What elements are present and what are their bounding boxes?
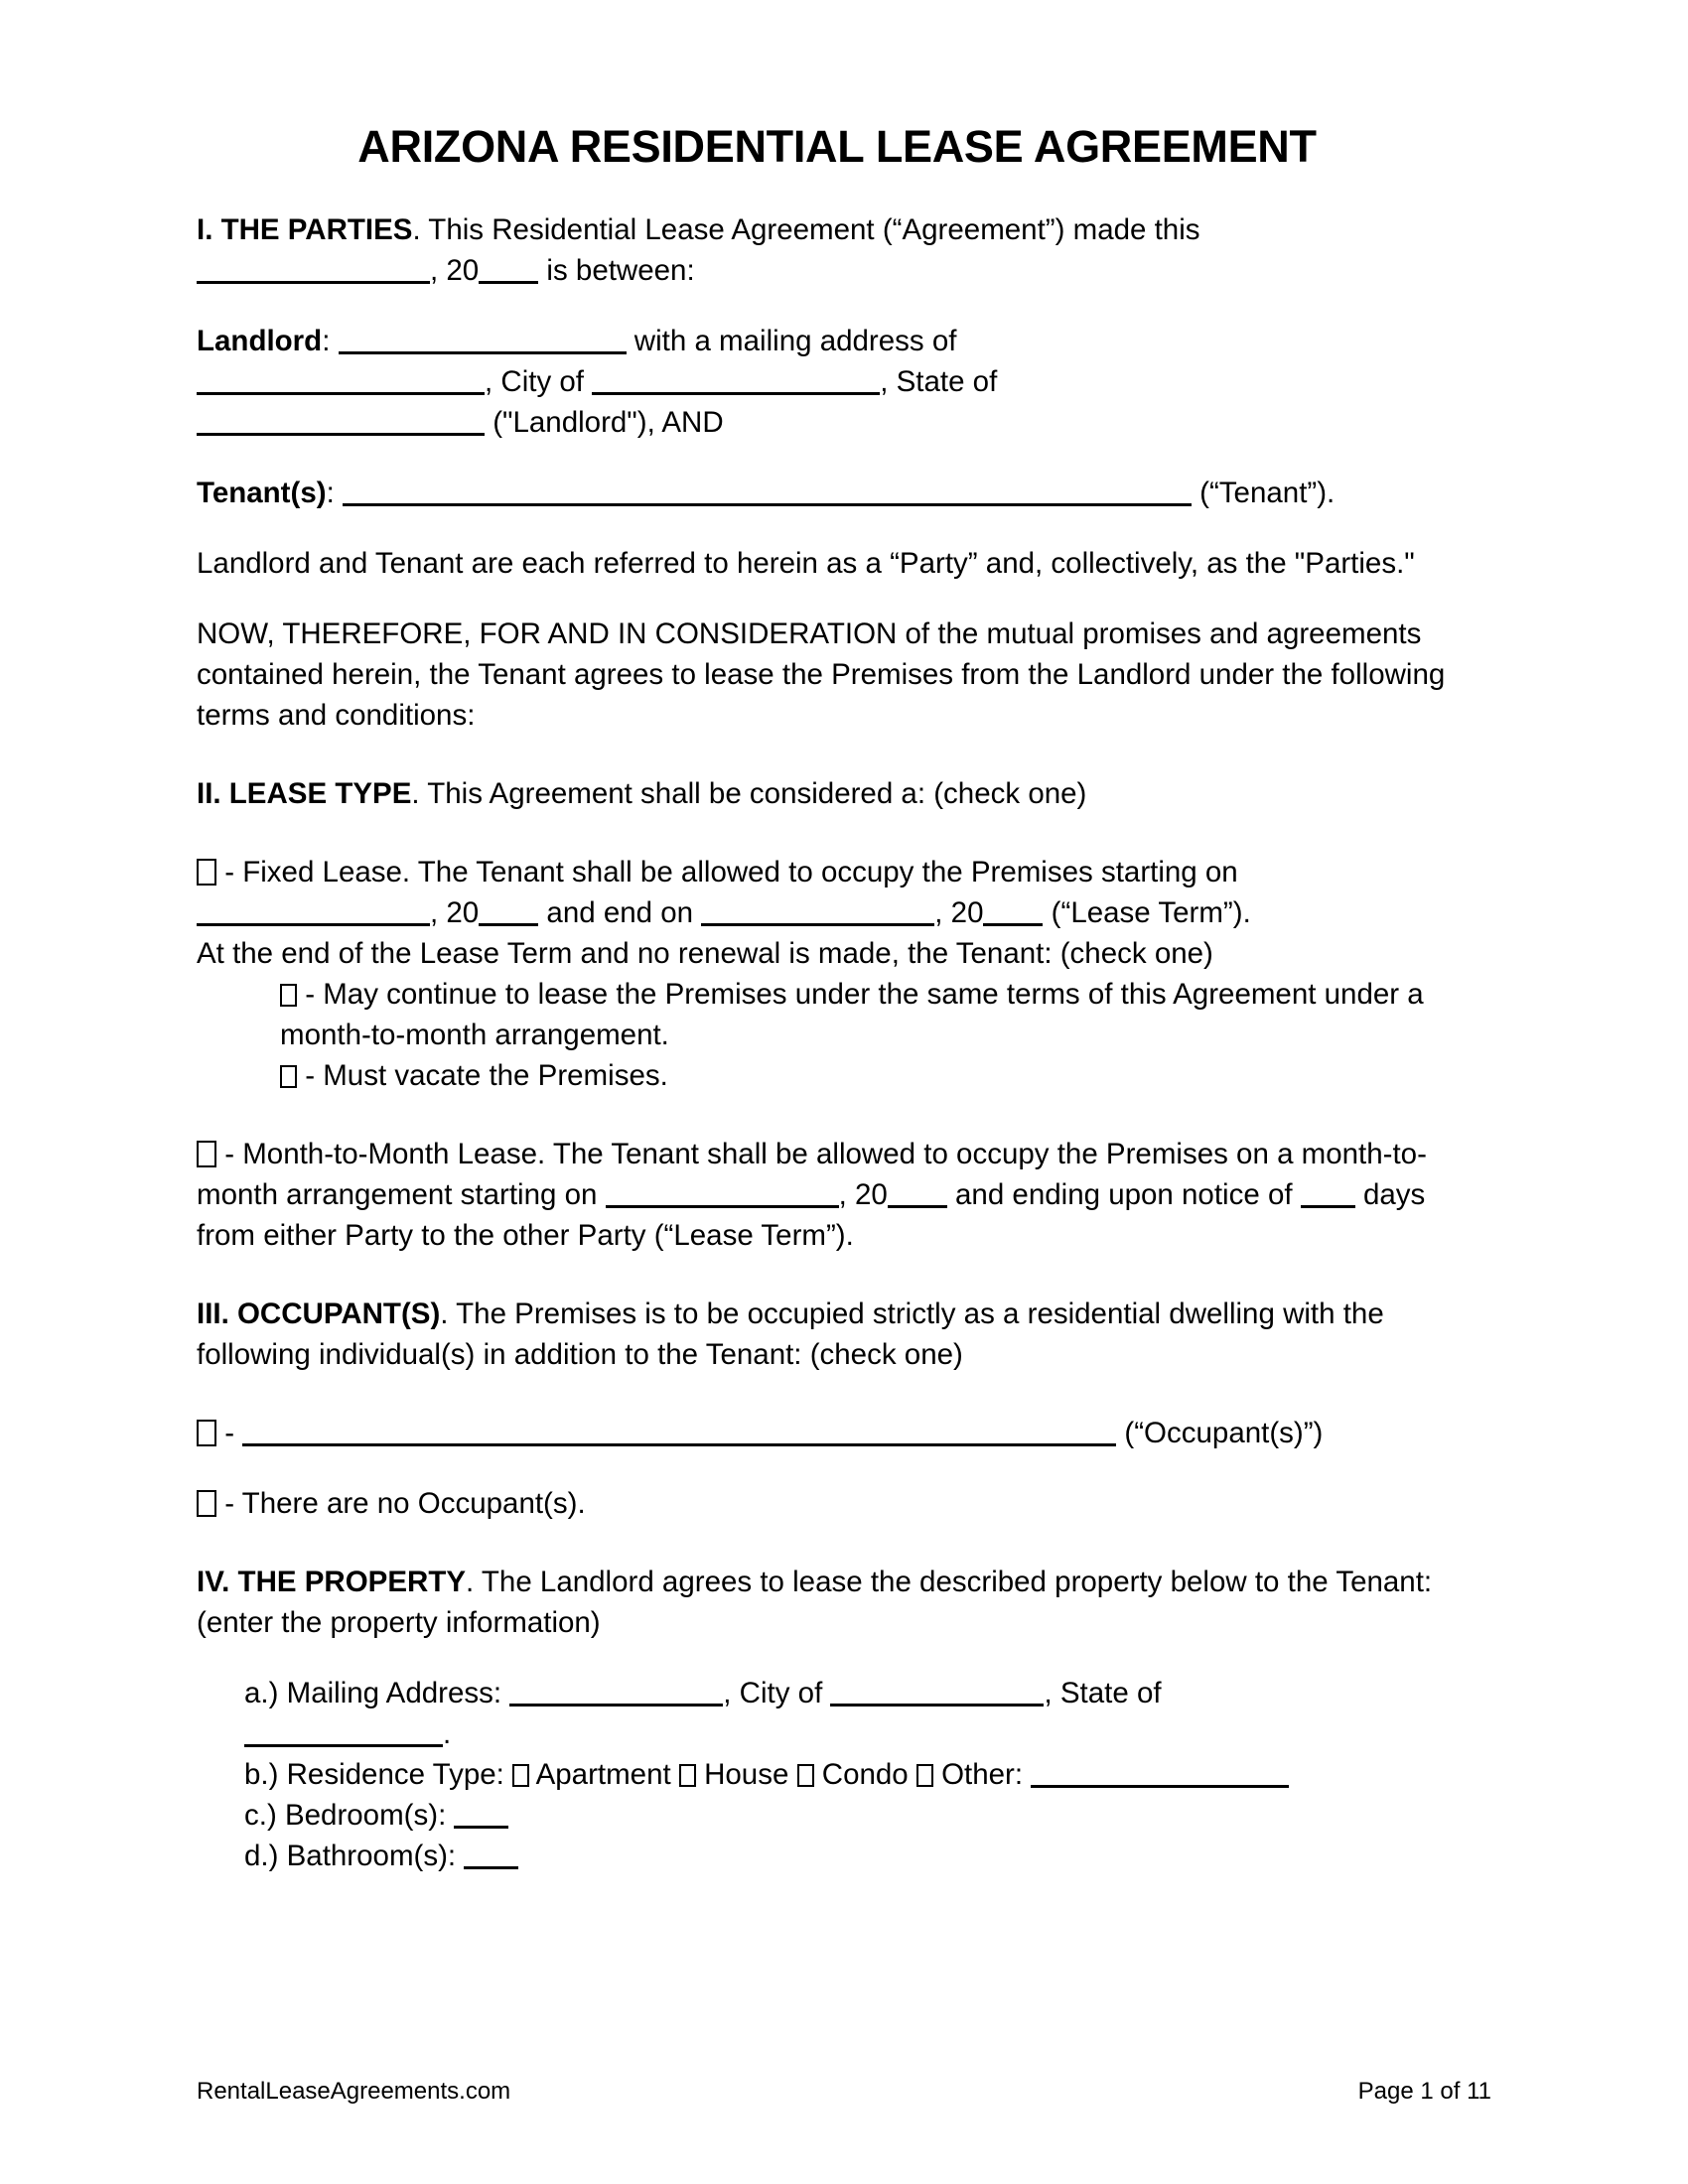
residence-house-label: House: [695, 1757, 797, 1791]
fixed-end-date-blank[interactable]: [701, 897, 934, 926]
checkbox-apartment[interactable]: [512, 1764, 529, 1787]
footer-page-number: Page 1 of 11: [1357, 2078, 1491, 2105]
bedrooms-blank[interactable]: [454, 1800, 508, 1829]
landlord-state-blank[interactable]: [197, 407, 485, 436]
landlord-state-text: , State of: [880, 364, 998, 398]
property-state-blank[interactable]: [244, 1718, 443, 1747]
document-content: [197, 0, 1477, 1876]
landlord-label: Landlord: [197, 324, 323, 357]
renewal-option-vacate: [197, 1055, 1477, 1096]
property-state-label: , State of: [1044, 1676, 1162, 1709]
section-heading-occupants: III. OCCUPANT(S): [197, 1297, 441, 1330]
parties-intro-text: . This Residential Lease Agreement (“Agreement”) made this: [412, 212, 1200, 246]
tenant-label: Tenant(s): [197, 476, 327, 509]
property-address-blank[interactable]: [509, 1678, 723, 1706]
landlord-closing-text: ("Landlord"), AND: [485, 405, 724, 439]
mailing-address-label: a.) Mailing Address:: [244, 1676, 510, 1709]
parties-year-blank[interactable]: [479, 255, 538, 284]
spacer: [197, 1096, 1477, 1134]
spacer: [197, 1453, 1477, 1483]
occupant-option-list: - (“Occupant(s)”): [197, 1413, 1477, 1453]
bathrooms-label: d.) Bathroom(s):: [244, 1839, 465, 1872]
occupants-names-blank[interactable]: [242, 1418, 1116, 1446]
checkbox-continue-month-to-month[interactable]: [280, 984, 297, 1007]
checkbox-house[interactable]: [679, 1764, 696, 1787]
spacer: [197, 1524, 1477, 1562]
spacer: [197, 291, 1477, 321]
bedrooms-label: c.) Bedroom(s):: [244, 1798, 455, 1832]
fixed-mid-text: and end on: [538, 895, 702, 929]
consideration-paragraph: NOW, THEREFORE, FOR AND IN CONSIDERATION of the mutual promises and agreements contained herein, the Tenant agrees to lease the Premises from the Landlord under the following terms and conditions:: [197, 616, 1446, 732]
property-item-residence-type: [197, 1754, 1477, 1795]
fixed-start-date-blank[interactable]: [197, 897, 430, 926]
checkbox-condo[interactable]: [797, 1764, 814, 1787]
property-address-period: .: [443, 1716, 452, 1750]
occupants-list-suffix: (“Occupant(s)”): [1116, 1416, 1324, 1449]
spacer: [197, 584, 1477, 614]
property-item-bedrooms: [197, 1795, 1477, 1836]
mtm-prefix-text: - Month-to-Month Lease. The Tenant shall be allowed to occupy the Premises on a month-to-month arrangement starting on: [197, 1137, 1427, 1211]
mtm-start-year-blank[interactable]: [888, 1179, 947, 1208]
section-heading-property: IV. THE PROPERTY: [197, 1565, 467, 1598]
section-heading-lease-type: II. LEASE TYPE: [197, 776, 412, 810]
fixed-lease-option: [197, 852, 1477, 974]
mtm-notice-days-blank[interactable]: [1301, 1179, 1355, 1208]
checkbox-occupants-listed[interactable]: [197, 1420, 216, 1446]
spacer: [197, 172, 1477, 209]
landlord-block: Landlord: with a mailing address of , City of , State of ("Landlord"), AND: [197, 324, 998, 439]
month-to-month-option: [197, 1134, 1477, 1256]
residence-condo-label: Condo: [813, 1757, 916, 1791]
mtm-mid-text: and ending upon notice of: [946, 1177, 1301, 1211]
spacer: [197, 1643, 1477, 1673]
section-property-intro: [197, 1562, 1477, 1643]
footer-site-name: RentalLeaseAgreements.com: [197, 2078, 511, 2105]
page-title: ARIZONA RESIDENTIAL LEASE AGREEMENT: [357, 121, 1317, 172]
renewal-option-continue: [197, 974, 1477, 1055]
renewal-continue-text: - May continue to lease the Premises under the same terms of this Agreement under a month-to-month arrangement.: [280, 977, 1424, 1051]
fixed-year2-prefix: , 20: [934, 895, 984, 929]
page-footer: [197, 2077, 1491, 2107]
tenant-name-blank[interactable]: [343, 478, 1192, 506]
landlord-mailing-text: with a mailing address of: [626, 324, 957, 357]
fixed-renewal-text: At the end of the Lease Term and no renewal is made, the Tenant: (check one): [197, 936, 1213, 970]
parties-date-blank[interactable]: [197, 255, 430, 284]
party-definition-paragraph: Landlord and Tenant are each referred to herein as a “Party” and, collectively, as the "Parties.": [197, 546, 1415, 580]
landlord-city-blank[interactable]: [592, 366, 880, 395]
checkbox-fixed-lease[interactable]: [197, 859, 216, 886]
property-intro-text: . The Landlord agrees to lease the described property below to the Tenant: (enter the property information): [197, 1565, 1433, 1639]
tenant-closing-text: (“Tenant”).: [1191, 476, 1336, 509]
fixed-suffix-text: (“Lease Term”).: [1043, 895, 1251, 929]
checkbox-other[interactable]: [916, 1764, 933, 1787]
spacer: [197, 736, 1477, 773]
property-item-bathrooms: [197, 1836, 1477, 1876]
landlord-city-text: , City of: [485, 364, 593, 398]
checkbox-month-to-month-lease[interactable]: [197, 1141, 216, 1167]
residence-apartment-label: Apartment: [529, 1757, 679, 1791]
lease-type-intro-text: . This Agreement shall be considered a: (check one): [411, 776, 1087, 810]
residence-other-blank[interactable]: [1031, 1759, 1289, 1788]
fixed-year1-prefix: , 20: [430, 895, 480, 929]
mtm-start-date-blank[interactable]: [606, 1179, 839, 1208]
fixed-end-year-blank[interactable]: [983, 897, 1043, 926]
spacer: [197, 1375, 1477, 1413]
occupants-none-text: - There are no Occupant(s).: [216, 1486, 586, 1520]
mtm-year-prefix: , 20: [838, 1177, 888, 1211]
residence-type-label: b.) Residence Type:: [244, 1757, 513, 1791]
spacer: [197, 443, 1477, 473]
spacer: [197, 814, 1477, 852]
renewal-vacate-text: - Must vacate the Premises.: [297, 1058, 668, 1092]
fixed-lease-text: - Fixed Lease. The Tenant shall be allowed to occupy the Premises starting on: [216, 855, 1238, 888]
bathrooms-blank[interactable]: [464, 1841, 518, 1869]
landlord-address-blank[interactable]: [197, 366, 485, 395]
mtm-suffix-text: days from either Party to the other Party (“Lease Term”).: [197, 1177, 1426, 1252]
spacer: [197, 513, 1477, 543]
spacer: [197, 1256, 1477, 1294]
section-lease-type-intro: [197, 773, 1477, 814]
property-city-label: , City of: [723, 1676, 831, 1709]
section-parties-intro: [197, 209, 1477, 291]
residence-other-label: Other:: [932, 1757, 1032, 1791]
occupant-option-none: [197, 1483, 1477, 1524]
fixed-start-year-blank[interactable]: [479, 897, 538, 926]
property-item-mailing-address: [197, 1673, 1477, 1754]
section-occupants-intro: [197, 1294, 1477, 1375]
landlord-name-blank[interactable]: [339, 326, 627, 354]
parties-year-prefix: , 20: [430, 253, 480, 287]
checkbox-no-occupants[interactable]: [197, 1490, 216, 1517]
tenant-block: Tenant(s): (“Tenant”).: [197, 476, 1336, 509]
property-city-blank[interactable]: [830, 1678, 1044, 1706]
section-heading-parties: I. THE PARTIES: [197, 212, 413, 246]
checkbox-must-vacate[interactable]: [280, 1065, 297, 1088]
occupants-intro-text: . The Premises is to be occupied strictly as a residential dwelling with the following individual(s) in addition to the Tenant: (check one): [197, 1297, 1384, 1371]
parties-intro-suffix: is between:: [538, 253, 695, 287]
